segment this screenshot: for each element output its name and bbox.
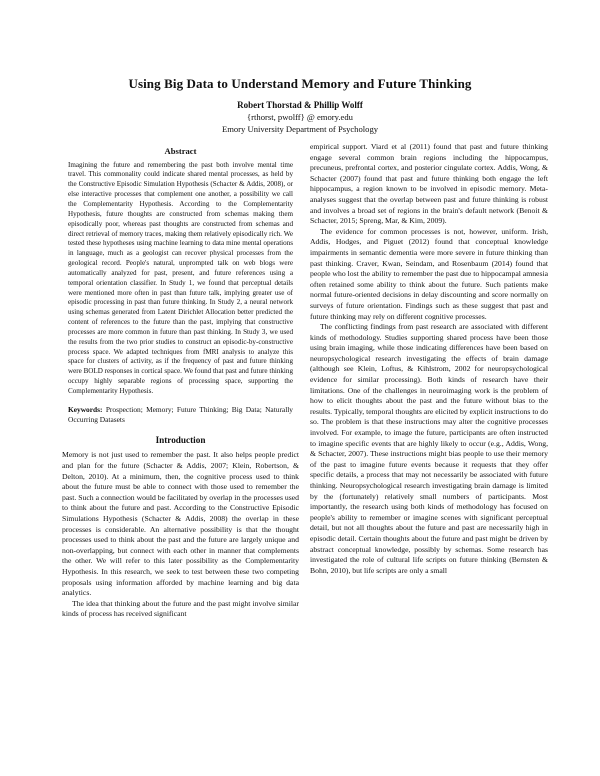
- abstract-text: Imagining the future and remembering the past both involve mental time travel. This commonality could indicate shared mental processes, as held by the Constructive Episodic Simulation Hypothesis (Schacter & Addis, 2008), or else interactive processes that complement one another, a possibility we call the Complementarity Hypothesis. According to the Complementarity Hypothesis, future thoughts are constructed from schemas making them episodically poor, whereas past thoughts are constructed from schemas and direct retrieval of memory traces, making them relatively episodically rich. We tested these hypotheses using machine learning to data mine mental operations in language, much as a geologist can recover physical processes from the geological record. People's natural, unprompted talk on web blogs were automatically analyzed for past, present, and future references using a temporal orientation classifier. In Study 1, we found that perceptual details were mentioned more often in past than future talk, implying greater use of episodic processing in past than future thinking. In Study 2, a neural network using schemas generated from Latent Dirichlet Allocation better predicted the content of references to the future than the past, implying that constructive processes are more common in future than past thinking. In Study 3, we used the results from the two prior studies to construct an episodic-by-constructive process space. We adapted techniques from fMRI analysis to analyze this space for clusters of activity, as if the frequency of past and future thinking were BOLD responses in cortical space. We found that past and future thinking occupy highly separable regions of processing space, supporting the Complementarity Hypothesis.: [68, 160, 293, 395]
- right-paragraph-3: The conflicting findings from past research are associated with different kinds of methodology. Studies supporting shared process have been those using brain imaging, while those indicating differences have been based on neuropsychological research investigating the effects of brain damage (although see Klein, Loftus, & Kihlstrom, 2002 for neuropsychological evidence for similar processing). Both kinds of research have their limitations. One of the challenges in neuroimaging work is the problem of how to elicit thoughts about the past and the future without bias to the results. Typically, temporal thoughts are elicited by explicit instructions to do so. The problem is that these instructions may alter the cognitive processes involved. For example, to image the future, participants are often instructed to imagine specific events that are highly likely to occur (e.g., Addis, Wong, & Schacter, 2007). These instructions might bias people to use their memory of the past to imagine future events because it requests that they offer specific details, a process that may not necessarily be associated with future thinking. Neuropsychological research investigating brain damage is limited by the (fortunately) relatively small numbers of participants. Most importantly, the research using both kinds of methodology has focused on people's ability to remember or imagine scenes with significant perceptual detail, but not all thoughts about the future and past are necessarily high in episodic detail. Certain thoughts about the future and past might be driven by abstract conceptual knowledge, possibly by schemas. Some research has investigated the role of cultural life scripts on future thinking (Bernsten & Bohn, 2010), but life scripts are only a small: [310, 322, 548, 575]
- right-paragraph-1: empirical support. Viard et al (2011) found that past and future thinking engage several common brain regions including the hippocampus, precuneus, prefrontal cortex, and posterior cingulate cortex. Addis, Wong, & Schacter (2007) found that past and future thinking both engage the left hippocampus, a region known to be involved in episodic memory. Meta-analyses suggest that the overlap between past and future thinking is robust and involves a broad set of regions in the brain's default network (Benoit & Schacter, 2015; Spreng, Mar, & Kim, 2009).: [310, 142, 548, 226]
- keywords-text: Prospection; Memory; Future Thinking; Big Data; Naturally Occurring Datasets: [68, 404, 293, 424]
- introduction-heading: Introduction: [155, 434, 206, 445]
- abstract-heading: Abstract: [164, 146, 197, 156]
- right-paragraph-2: The evidence for common processes is not, however, uniform. Irish, Addis, Hodges, and Piguet (2012) found that conceptual knowledge impairments in semantic dementia were more severe in future thinking than past thinking. Craver, Kwan, Seindam, and Rosenbaum (2014) found that people who lost the ability to remember the past due to hippocampal amnesia often retained some ability to think about the future. Such patients make normal future-oriented decisions in delay discounting and score normally on surveys of future orientation. Findings such as these suggest that past and future thinking may rely on different cognitive processes.: [310, 226, 548, 321]
- author-affiliation: Emory University Department of Psychology: [221, 124, 379, 134]
- keywords-label: Keywords:: [68, 404, 103, 414]
- author-block: [0, 99, 600, 135]
- abstract-body: [62, 161, 299, 397]
- intro-paragraph-2: The idea that thinking about the future and the past might involve similar kinds of process has received significant: [62, 598, 299, 619]
- right-column: [310, 142, 548, 576]
- left-column: [62, 146, 299, 620]
- keywords: [62, 405, 299, 425]
- introduction-body: [62, 450, 299, 620]
- author-names: Robert Thorstad & Phillip Wolff: [237, 100, 363, 110]
- author-emails: {rthorst, pwolff} @ emory.edu: [247, 112, 353, 122]
- intro-paragraph-1: Memory is not just used to remember the past. It also helps people predict and plan for the future (Schacter & Addis, 2007; Klein, Robertson, & Delton, 2010). At a minimum, then, the cognitive process used to think about the future must be able to connect with those used to remember the past. Such a connection would be facilitated by overlap in the processes used to think about the future and past. According to the Constructive Episodic Simulations Hypothesis (Schacter & Addis, 2008) the overlap in these processes is considerable. An alternative possibility is that the thought processes used to think about the past and the future are largely unique and non-overlapping, but connect with each other in manner that complements the other. We will refer to this later possibility as the Complementarity Hypothesis. In this research, we seek to test between these two competing proposals using information afforded by machine learning and big data analytics.: [62, 450, 299, 598]
- paper-title: Using Big Data to Understand Memory and Future Thinking: [128, 76, 472, 91]
